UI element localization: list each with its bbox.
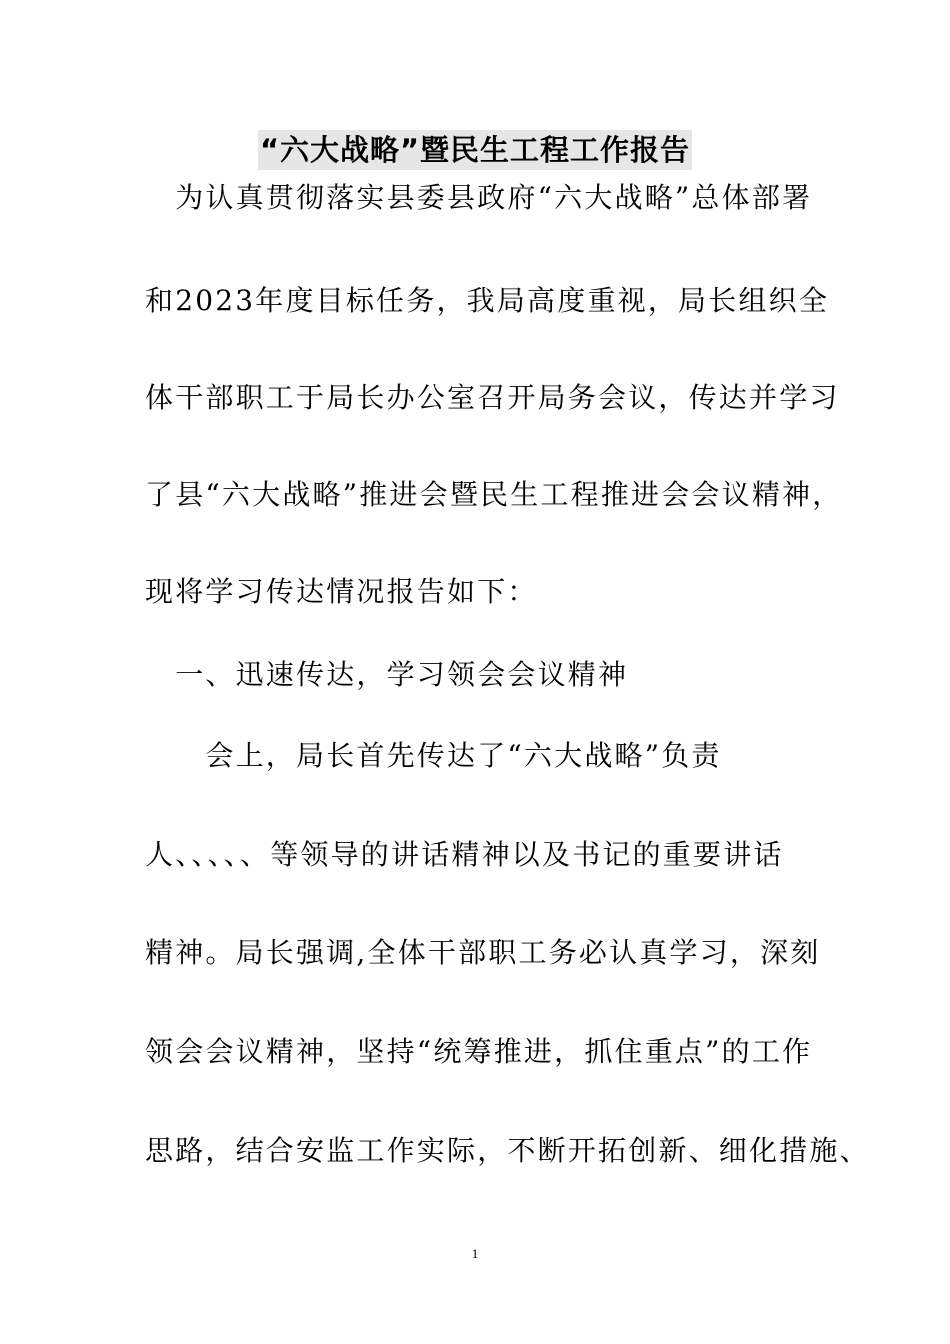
paragraph-line-5: 现将学习传达情况报告如下：	[145, 575, 538, 608]
paragraph-line-6: 会上，局长首先传达了“六大战略”负责	[145, 739, 722, 772]
paragraph-line-2: 和2023年度目标任务，我局高度重视，局长组织全	[145, 284, 830, 317]
paragraph-line-10: 思路，结合安监工作实际，不断开拓创新、细化措施、	[145, 1134, 870, 1167]
paragraph-line-4: 了县“六大战略”推进会暨民生工程推进会会议精神，	[145, 478, 843, 511]
document-title: “六大战略”暨民生工程工作报告	[258, 130, 692, 170]
paragraph-line-9: 领会会议精神，坚持“统筹推进，抓住重点”的工作	[145, 1035, 813, 1068]
paragraph-line-8: 精神。局长强调,全体干部职工务必认真学习，深刻	[145, 936, 821, 969]
page-number: 1	[471, 1246, 479, 1261]
paragraph-line-7: 人、、、、、等领导的讲话精神以及书记的重要讲话	[145, 838, 784, 871]
section-heading-1: 一、迅速传达，学习领会会议精神	[145, 658, 629, 691]
title-container	[0, 130, 950, 170]
paragraph-line-1: 为认真贯彻落实县委县政府“六大战略”总体部署	[145, 181, 813, 214]
paragraph-line-3: 体干部职工于局长办公室召开局务会议，传达并学习	[145, 381, 840, 414]
